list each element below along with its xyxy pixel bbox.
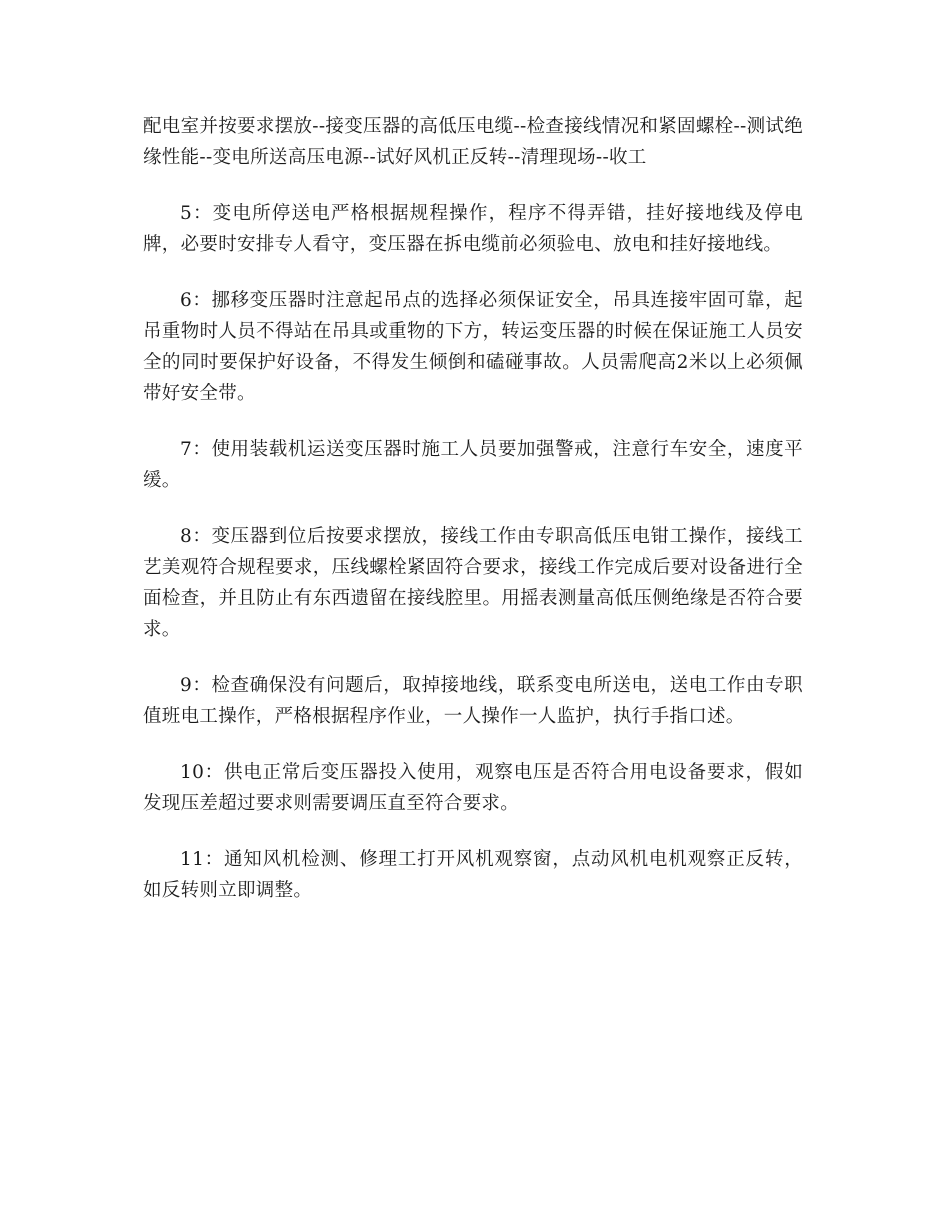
paragraph-item-9: 9：检查确保没有问题后，取掉接地线，联系变电所送电，送电工作由专职值班电工操作，严格根据程序作业，一人操作一人监护，执行手指口述。	[143, 675, 803, 727]
paragraph-item-10: 10：供电正常后变压器投入使用，观察电压是否符合用电设备要求，假如发现压差超过要求则需要调压直至符合要求。	[143, 762, 803, 814]
paragraph-item-6: 6：挪移变压器时注意起吊点的选择必须保证安全，吊具连接牢固可靠，起吊重物时人员不得站在吊具或重物的下方，转运变压器的时候在保证施工人员安全的同时要保护好设备，不得发生倾倒和磕碰事故。人员需爬高2米以上必须佩带好安全带。	[143, 290, 803, 404]
paragraph-item-5: 5：变电所停送电严格根据规程操作，程序不得弄错，挂好接地线及停电牌，必要时安排专人看守，变压器在拆电缆前必须验电、放电和挂好接地线。	[143, 203, 803, 255]
paragraph-item-7: 7：使用装载机运送变压器时施工人员要加强警戒，注意行车安全，速度平缓。	[143, 439, 803, 491]
document-body	[143, 111, 803, 931]
paragraph-continuation: 配电室并按要求摆放--接变压器的高低压电缆--检查接线情况和紧固螺栓--测试绝缘性能--变电所送高压电源--试好风机正反转--清理现场--收工	[143, 116, 803, 168]
paragraph-item-11: 11：通知风机检测、修理工打开风机观察窗，点动风机电机观察正反转，如反转则立即调整。	[143, 849, 803, 901]
paragraph-item-8: 8：变压器到位后按要求摆放，接线工作由专职高低压电钳工操作，接线工艺美观符合规程要求，压线螺栓紧固符合要求，接线工作完成后要对设备进行全面检查，并且防止有东西遗留在接线腔里。用摇表测量高低压侧绝缘是否符合要求。	[143, 526, 803, 640]
